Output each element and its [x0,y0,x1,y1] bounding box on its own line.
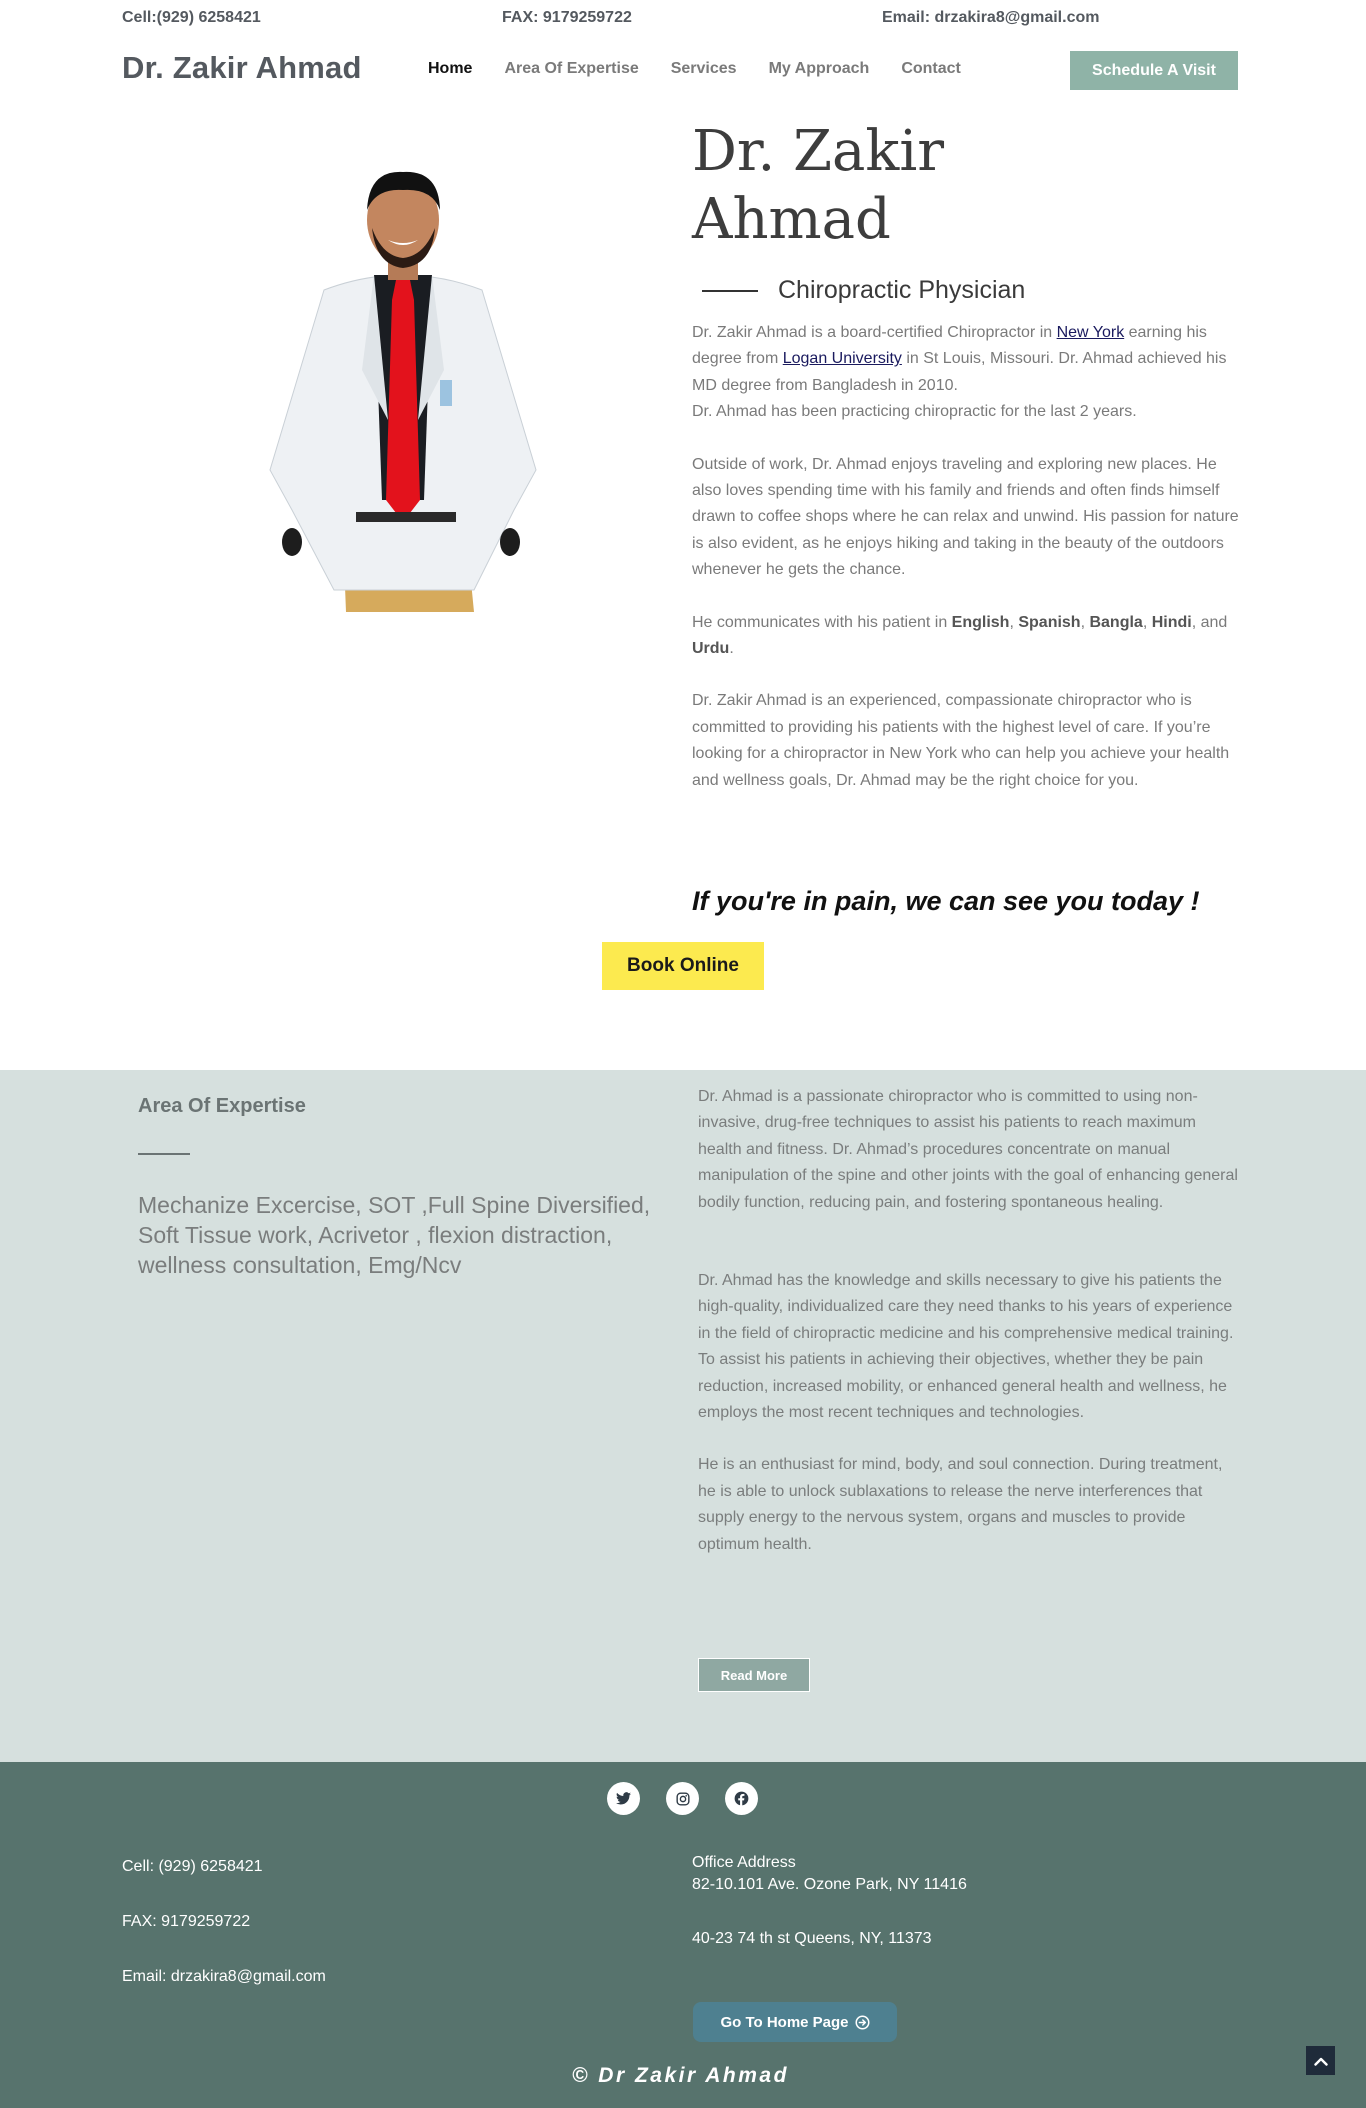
topbar-email: Email: drzakira8@gmail.com [882,9,1100,26]
top-contact-bar [0,0,1366,40]
arrow-circle-right-icon [855,2015,870,2030]
new-york-link[interactable]: New York [1056,324,1125,341]
nav-my-approach[interactable]: My Approach [768,60,870,77]
language-bangla: Bangla [1089,613,1143,631]
expertise-description [698,1084,1242,1584]
go-to-home-label: Go To Home Page [720,2013,849,2031]
facebook-icon[interactable] [725,1782,758,1815]
expertise-list: Mechanize Excercise, SOT ,Full Spine Diversified, Soft Tissue work, Acrivetor , flexion distraction, wellness consultation, Emg/Ncv [138,1192,651,1278]
copyright-text: © Dr Zakir Ahmad [572,2064,789,2087]
logan-university-link[interactable]: Logan University [782,350,902,368]
bio-paragraph: Outside of work, Dr. Ahmad enjoys traveling and exploring new places. He also loves spending time with his family and friends and often finds himself drawn to coffee shops where he can relax and unwind. His passion for nature is also evident, as he enjoys hiking and taking in the beauty of the outdoors whenever he gets the chance. [692,455,1239,579]
nav-services[interactable]: Services [670,60,737,77]
bio-paragraph: Dr. Zakir Ahmad is an experienced, compassionate chiropractor who is committed to providing his patients with the highest level of care. If you’re looking for a chiropractor in New York who can help you achieve your health and wellness goals, Dr. Ahmad may be the right choice for you. [692,692,1230,789]
office-address-label: Office Address [692,1854,796,1871]
chevron-up-icon [1314,2056,1328,2066]
language-urdu: Urdu [692,640,730,658]
office-address-1: 82-10.101 Ave. Ozone Park, NY 11416 [692,1876,967,1893]
book-online-button[interactable]: Book Online [602,942,764,990]
expertise-paragraph: Dr. Ahmad has the knowledge and skills necessary to give his patients the high-quality, individualized care they need thanks to his years of experience in the field of chiropractic medicine and his comprehensive medical training. To assist his patients in achieving their objectives, whether they be pain reduction, increased mobility, or enhanced general health and wellness, he employs the most recent techniques and technologies. [698,1272,1234,1422]
footer-cell: Cell: (929) 6258421 [122,1858,263,1875]
footer-fax: FAX: 9179259722 [122,1913,251,1930]
read-more-button[interactable]: Read More [698,1658,810,1692]
topbar-fax: FAX: 9179259722 [502,9,632,26]
doctor-photo [264,170,542,612]
nav-contact[interactable]: Contact [901,60,961,77]
nav-area-of-expertise[interactable]: Area Of Expertise [504,60,639,77]
pain-tagline: If you're in pain, we can see you today ! [692,886,1200,916]
doctor-specialty: Chiropractic Physician [778,276,1026,304]
language-english: English [951,613,1010,631]
site-footer [0,1762,1366,2108]
footer-email: Email: drzakira8@gmail.com [122,1968,326,1985]
twitter-icon[interactable] [607,1782,640,1815]
go-to-home-button[interactable] [693,2002,897,2042]
nav-home[interactable]: Home [428,60,473,77]
language-spanish: Spanish [1018,613,1081,631]
expertise-title: Area Of Expertise [138,1095,306,1117]
topbar-cell: Cell:(929) 6258421 [122,9,261,26]
expertise-paragraph: He is an enthusiast for mind, body, and soul connection. During treatment, he is able to unlock sublaxations to release the nerve interferences that supply energy to the nervous system, organs and muscles to provide optimum health. [698,1456,1223,1553]
social-links [607,1782,758,1815]
bio-paragraph: Dr. Zakir Ahmad is a board-certified Chiropractor in New York earning his degree from Logan University in St Louis, Missouri. Dr. Ahmad achieved his MD degree from Bangladesh in 2010. Dr. Ahmad has been practicing chiropractic for the last 2 years. [692,324,1227,421]
instagram-icon[interactable] [666,1782,699,1815]
expertise-paragraph: Dr. Ahmad is a passionate chiropractor who is committed to using non-invasive, drug-free techniques to assist his patients to reach maximum health and fitness. Dr. Ahmad’s procedures concentrate on manual manipulation of the spine and other joints with the goal of enhancing general bodily function, reducing pain, and fostering spontaneous healing. [698,1088,1238,1211]
language-hindi: Hindi [1151,613,1192,631]
doctor-bio [692,320,1246,820]
footer-addresses [692,1852,967,1950]
schedule-visit-button[interactable]: Schedule A Visit [1070,51,1238,90]
subtitle-divider [702,290,758,292]
subtitle-row [702,276,1025,305]
languages-paragraph: He communicates with his patient in English, Spanish, Bangla, Hindi, and Urdu. [692,613,1228,658]
main-nav [428,60,993,78]
site-header [0,40,1366,102]
scroll-to-top-button[interactable] [1306,2046,1335,2075]
expertise-section [0,1070,1366,1762]
office-address-2: 40-23 74 th st Queens, NY, 11373 [692,1930,932,1947]
site-logo[interactable]: Dr. Zakir Ahmad [122,50,362,85]
doctor-name-heading: Dr. Zakir Ahmad [692,119,945,252]
expertise-divider [138,1153,190,1155]
footer-contact [122,1858,326,2023]
